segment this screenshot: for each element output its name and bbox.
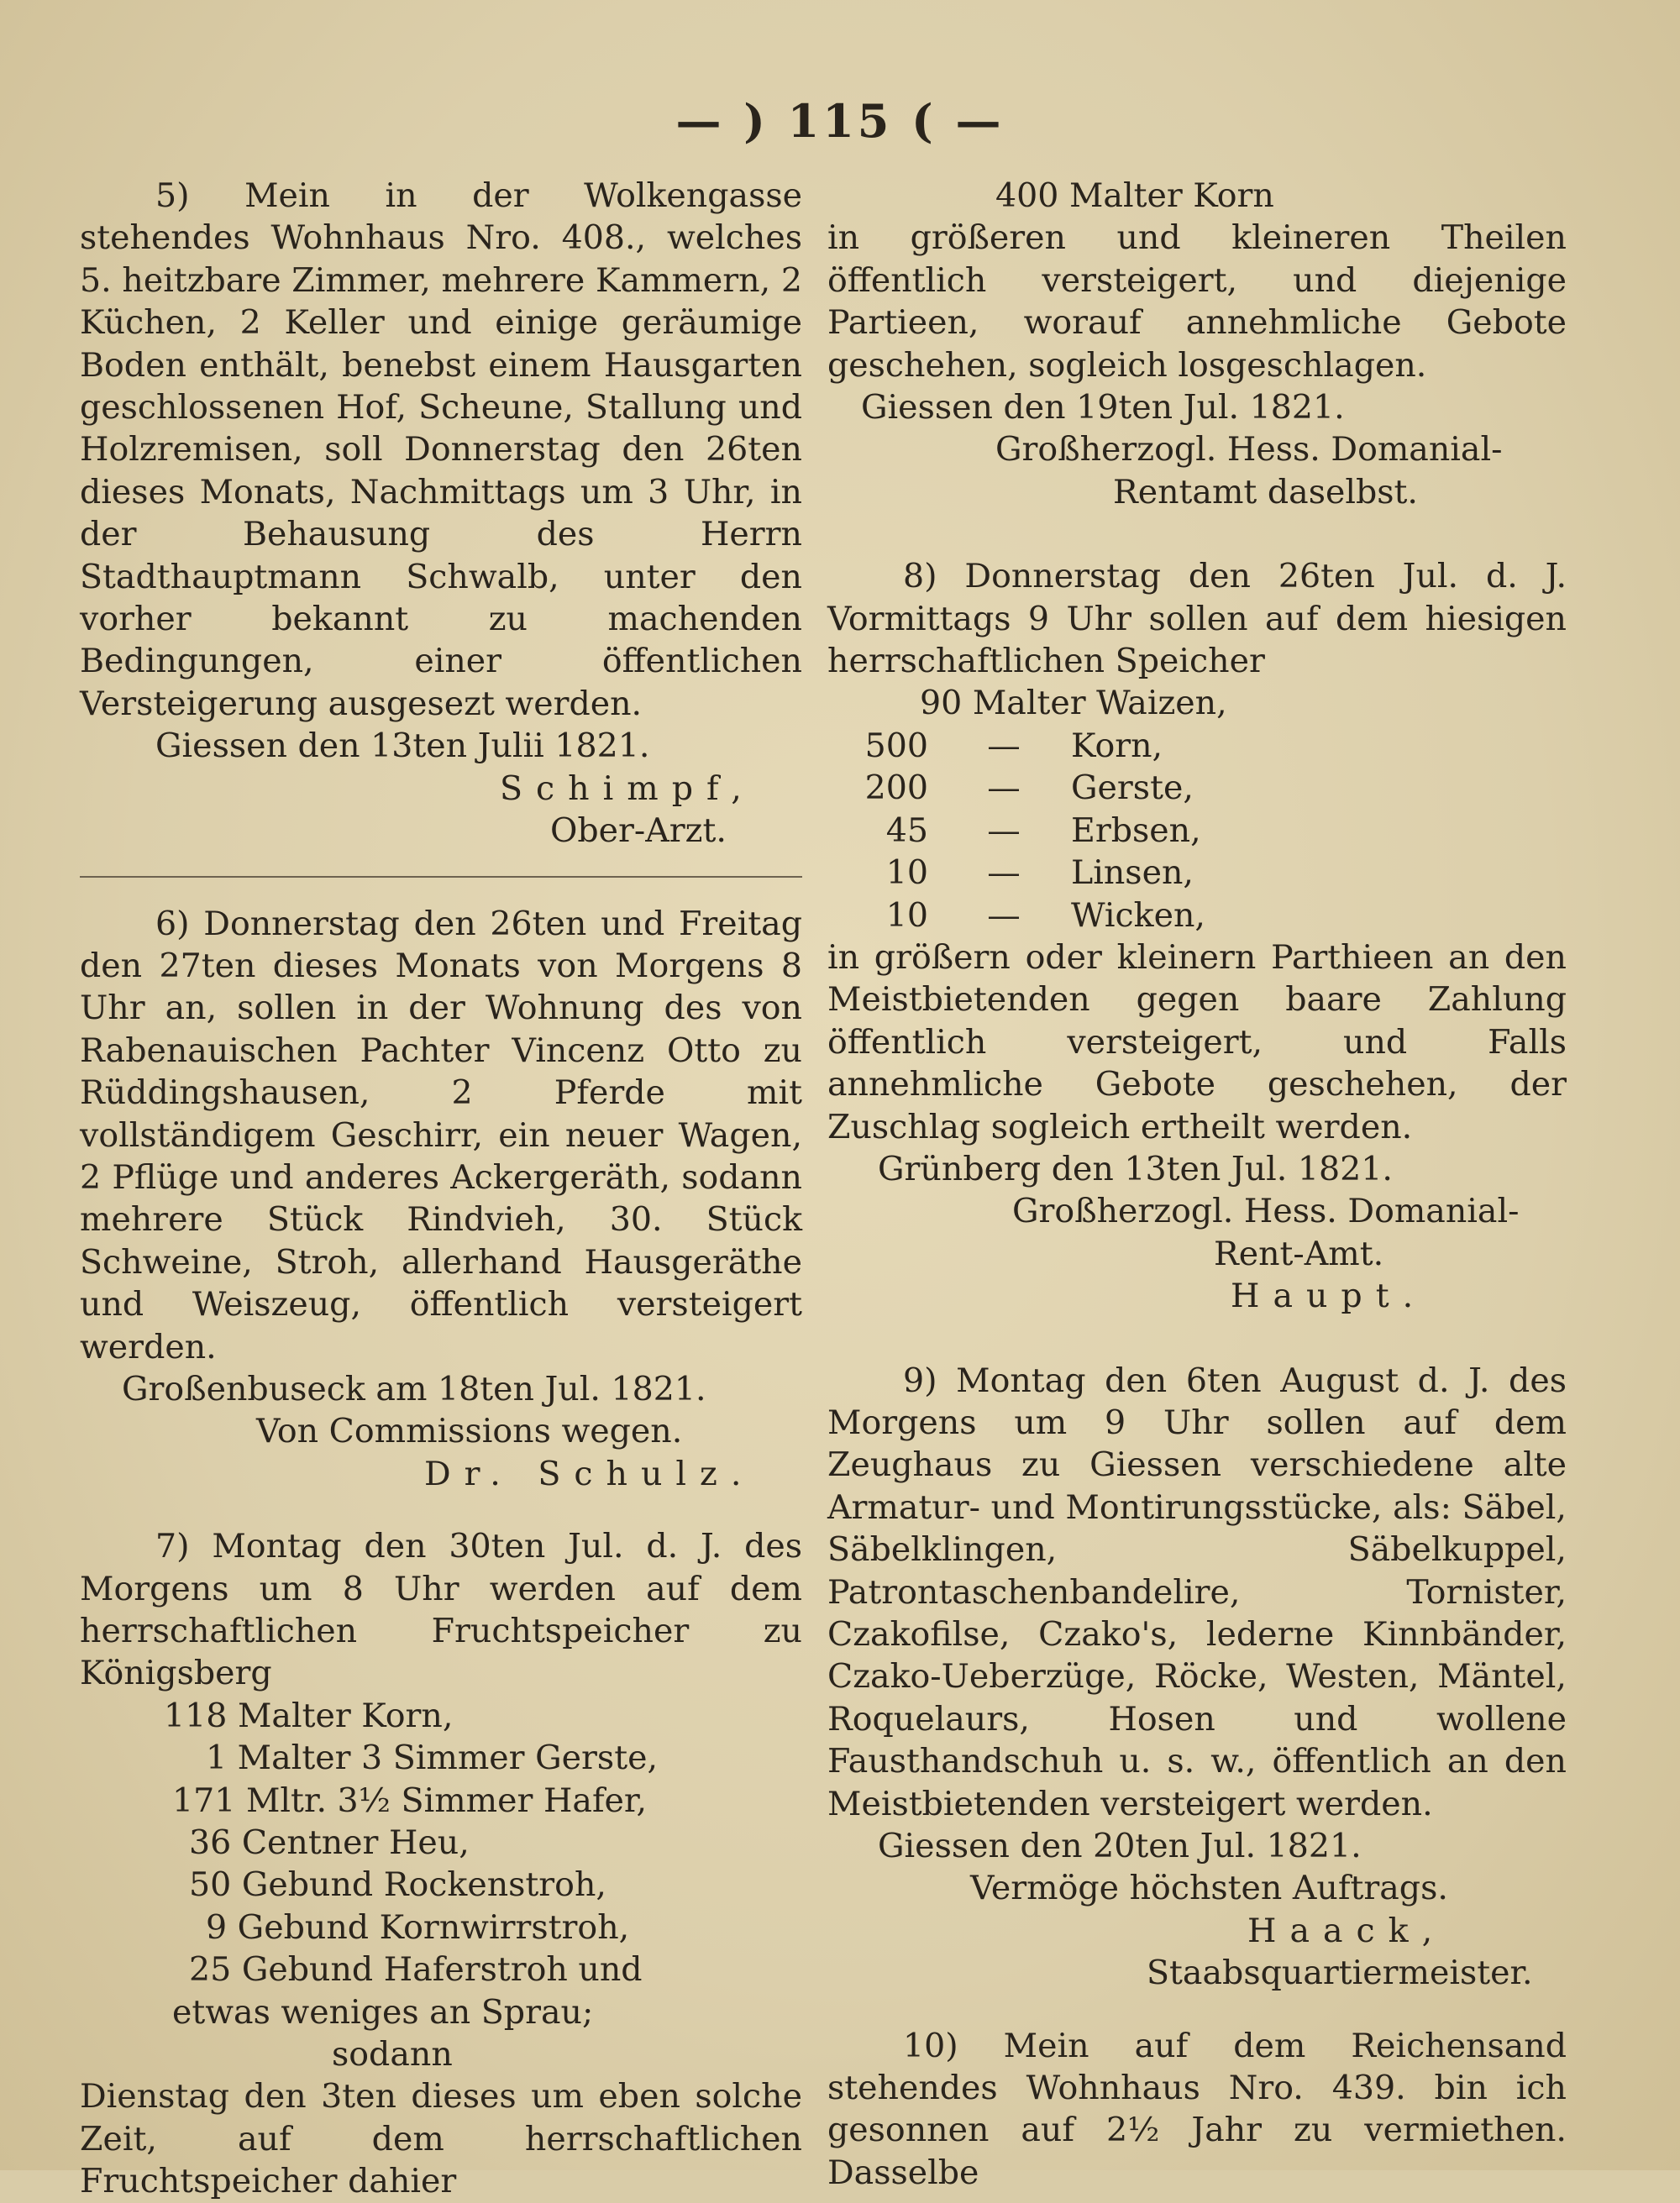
notice-8-first-item: 90 Malter Waizen, xyxy=(920,684,1227,723)
list-item: 200 — Gerste, xyxy=(864,768,1194,808)
notice-10 xyxy=(827,2025,1567,2195)
continuation-place-date: Giessen den 19ten Jul. 1821. xyxy=(861,388,1345,427)
notice-8-body: in größern oder kleinern Parthieen an den Meistbietenden gegen baare Zahlung öffentlich versteigert, und Falls annehmliche Gebote geschehen, der Zuschlag sogleich ertheilt werden. xyxy=(827,937,1567,1146)
notice-5-place-date: Giessen den 13ten Julii 1821. xyxy=(155,726,650,766)
list-item: 1 Malter 3 Simmer Gerste, xyxy=(206,1739,658,1778)
notice-7-item-list xyxy=(80,1695,802,2033)
list-item: 50 Gebund Rockenstroh, xyxy=(189,1865,606,1905)
notice-7-continuation xyxy=(827,175,1567,513)
list-item: etwas weniges an Sprau; xyxy=(172,1992,594,2032)
list-item: 10 — Linsen, xyxy=(885,853,1194,893)
notice-7-sodann: sodann xyxy=(332,2035,453,2074)
right-column xyxy=(827,175,1567,2194)
notice-5-signature: Schimpf, xyxy=(500,768,755,808)
notice-6-authority: Von Commissions wegen. xyxy=(256,1412,683,1451)
notice-6 xyxy=(80,903,802,1496)
list-item: 45 — Erbsen, xyxy=(885,810,1201,850)
continuation-item: 400 Malter Korn xyxy=(995,176,1274,215)
list-item: 118 Malter Korn, xyxy=(164,1696,454,1735)
page-header: — ) 115 ( — xyxy=(675,94,1005,148)
notice-8-signature: Haupt. xyxy=(1231,1277,1427,1316)
notice-9-authority: Vermöge höchsten Auftrags. xyxy=(970,1869,1448,1908)
section-divider xyxy=(80,876,802,878)
notice-9-signature: Haack, xyxy=(1247,1911,1446,1950)
continuation-authority-2: Rentamt daselbst. xyxy=(1113,472,1418,511)
notice-6-place-date: Großenbuseck am 18ten Jul. 1821. xyxy=(122,1369,706,1408)
notice-5-title: Ober-Arzt. xyxy=(550,811,727,851)
notice-7-tail: Dienstag den 3ten dieses um eben solche Zeit, auf dem herrschaftlichen Fruchtspeicher dahier xyxy=(80,2077,802,2201)
notice-9-body: 9) Montag den 6ten August d. J. des Morgens um 9 Uhr sollen auf dem Zeughaus zu Giessen verschiedene alte Armatur- und Montirungsstücke, als: Säbel, Säbelklingen, Säbelkuppel, Patrontaschenbandelire, Tornister, Czakofilse, Czako's, lederne Kinnbänder, Czako-Ueberzüge, Röcke, Westen, Mäntel, Roquelaurs, Hosen und wollene Fausthandschuh u. s. w., öffentlich an den Meistbietenden versteigert werden. xyxy=(827,1361,1567,1823)
notice-8-authority-2: Rent-Amt. xyxy=(1214,1234,1384,1273)
notice-8-place-date: Grünberg den 13ten Jul. 1821. xyxy=(878,1149,1393,1188)
continuation-body: in größeren und kleineren Theilen öffentlich versteigert, und diejenige Partieen, worauf annehmliche Gebote geschehen, sogleich losgeschlagen. xyxy=(827,218,1567,385)
notice-5-body: 5) Mein in der Wolkengasse stehendes Wohnhaus Nro. 408., welches 5. heitzbare Zimmer, mehrere Kammern, 2 Küchen, 2 Keller und einige geräumige Boden enthält, benebst einem Hausgarten geschlossenen Hof, Scheune, Stallung und Holzremisen, soll Donnerstag den 26ten dieses Monats, Nachmittags um 3 Uhr, in der Behausung des Herrn Stadthauptmann Schwalb, unter den vorher bekannt zu machenden Bedingungen, einer öffentlichen Versteigerung ausgesezt werden. xyxy=(80,176,802,723)
notice-9-title: Staabsquartiermeister. xyxy=(1147,1954,1533,1993)
notice-10-body: 10) Mein auf dem Reichensand stehendes Wohnhaus Nro. 439. bin ich gesonnen auf 2½ Jahr zu vermiethen. Dasselbe xyxy=(827,2026,1567,2192)
notice-7 xyxy=(80,1525,802,2203)
notice-7-intro: 7) Montag den 30ten Jul. d. J. des Morgens um 8 Uhr werden auf dem herrschaftlichen Fruchtspeicher zu Königsberg xyxy=(80,1527,802,1693)
list-item: 10 — Wicken, xyxy=(885,895,1205,935)
list-item: 500 — Korn, xyxy=(864,726,1163,765)
notice-8-authority-1: Großherzogl. Hess. Domanial- xyxy=(1012,1192,1520,1231)
list-item: 25 Gebund Haferstroh und xyxy=(189,1950,643,1990)
list-item: 171 Mltr. 3½ Simmer Hafer, xyxy=(172,1781,648,1820)
list-item: 36 Centner Heu, xyxy=(189,1823,470,1863)
notice-5 xyxy=(80,175,802,852)
notice-6-body: 6) Donnerstag den 26ten und Freitag den 27ten dieses Monats von Morgens 8 Uhr an, sollen in der Wohnung des von Rabenauischen Pachter Vincenz Otto zu Rüddingshausen, 2 Pferde mit vollständigem Geschirr, ein neuer Wagen, 2 Pflüge und anderes Ackergeräth, sodann mehrere Stück Rindvieh, 30. Stück Schweine, Stroh, allerhand Hausgeräthe und Weiszeug, öffentlich versteigert werden. xyxy=(80,904,802,1366)
notice-9-place-date: Giessen den 20ten Jul. 1821. xyxy=(878,1827,1362,1866)
left-column xyxy=(80,175,802,2203)
notice-8-intro: 8) Donnerstag den 26ten Jul. d. J. Vormittags 9 Uhr sollen auf dem hiesigen herrschaftlichen Speicher xyxy=(827,557,1567,681)
notice-8 xyxy=(827,555,1567,1317)
continuation-authority-1: Großherzogl. Hess. Domanial- xyxy=(995,430,1503,469)
notice-6-signature: Dr. Schulz. xyxy=(424,1454,755,1493)
list-item: 9 Gebund Kornwirrstroh, xyxy=(206,1907,630,1947)
notice-9 xyxy=(827,1360,1567,1995)
notice-8-item-list xyxy=(827,725,1567,936)
